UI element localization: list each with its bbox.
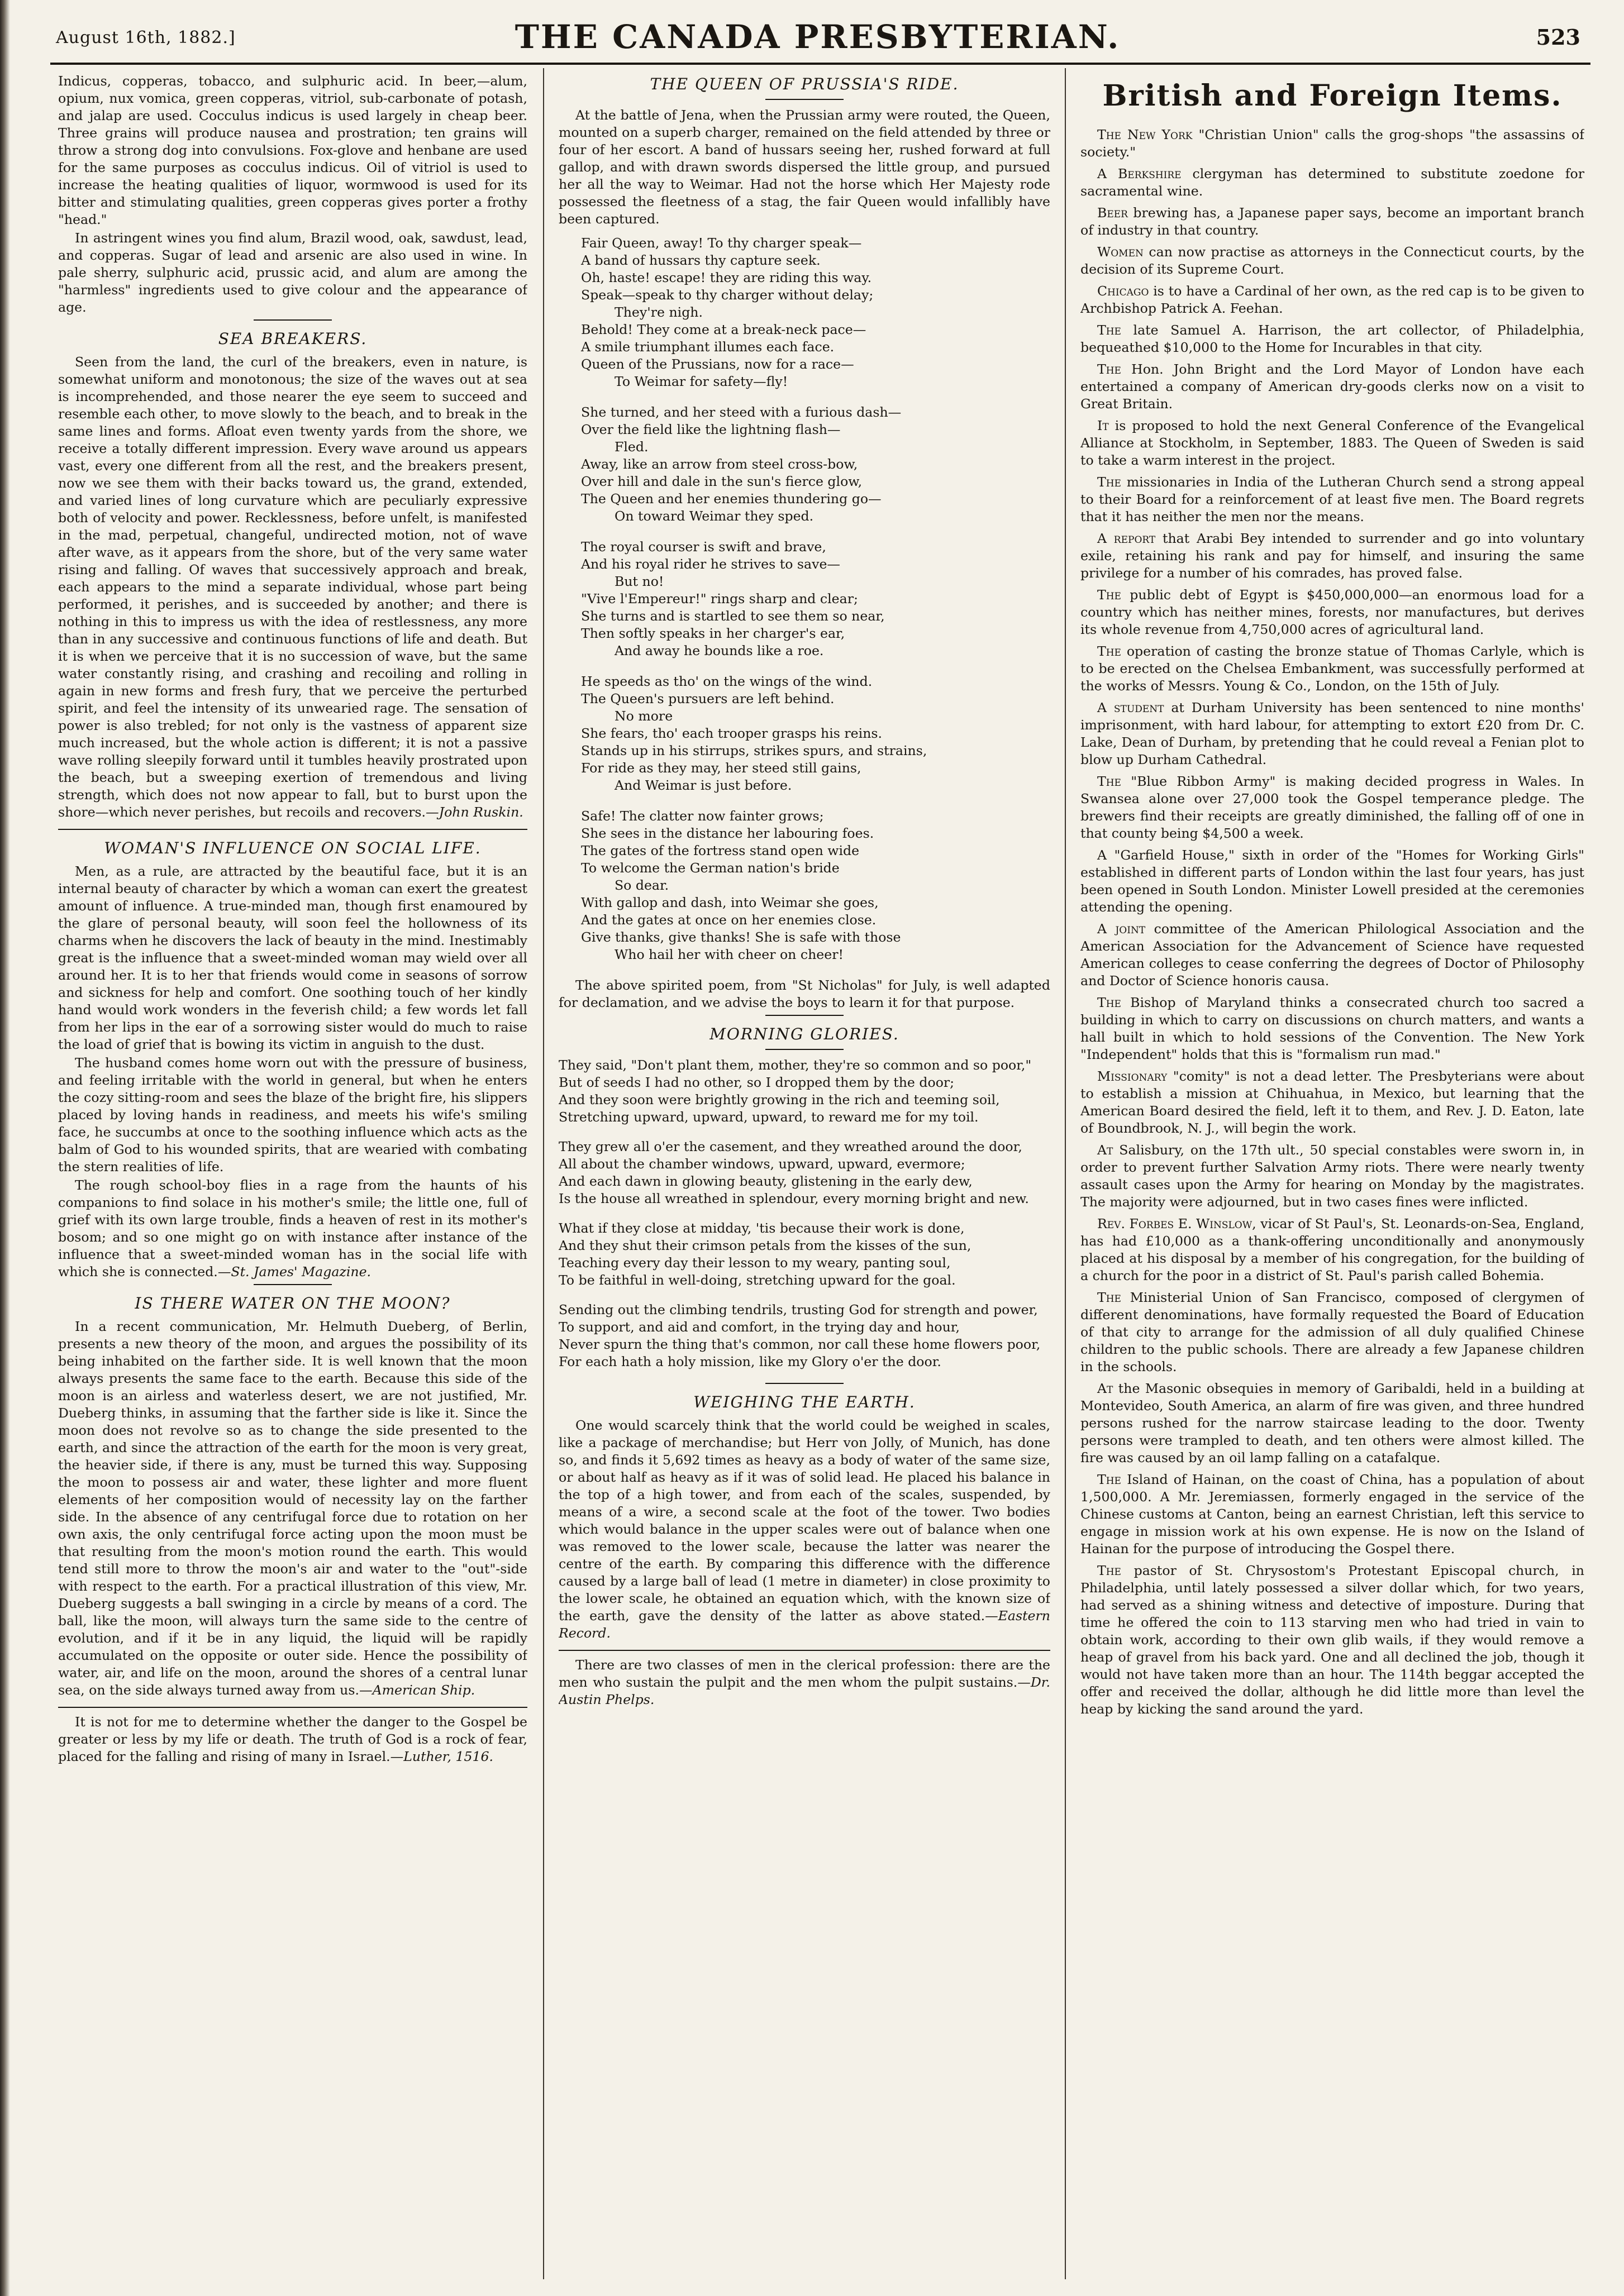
news-item — [1080, 1562, 1584, 1718]
news-item-text: at Durham University has been sentenced to nine months' imprisonment, with hard labour, for attempting to extort £20 from Dr. C. Lake, Dean of Durham, by pretending that he could reveal a Fenian plot to blow up Durham Cathedral. — [1080, 700, 1584, 767]
article-attribution: —Dr. Austin Phelps. — [559, 1674, 1050, 1707]
news-item — [1080, 417, 1584, 469]
news-item — [1080, 773, 1584, 842]
news-item-text: that Arabi Bey intended to surrender and go into voluntary exile, retaining his rank and pay for himself, and insuring the same privilege for a number of his comrades, has proved false. — [1080, 531, 1584, 581]
news-item-text: "Blue Ribbon Army" is making decided progress in Wales. In Swansea alone over 27,000 took the Gospel temperance pledge. The brewers find their receipts are greatly diminished, the falling off of one in that county being $4,500 a week. — [1080, 774, 1584, 841]
article-paragraph: The rough school-boy flies in a rage from the haunts of his companions to find solace in his mother's smile; the little one, full of grief with its own large trouble, finds a heaven of rest in its mother's bosom; and so one might go on with instance after instance of the influence that a sweet-minded woman has in the social life with which she is connected.—St. James' Magazine. — [58, 1177, 527, 1280]
news-item-lead: The — [1097, 995, 1121, 1010]
poem-line: To be faithful in well-doing, stretching upward for the goal. — [559, 1272, 956, 1288]
poem-line: To welcome the German nation's bride — [581, 860, 840, 876]
poem-line: Is the house all wreathed in splendour, every morning bright and new. — [559, 1191, 1029, 1206]
article-paragraph: The husband comes home worn out with the pressure of business, and feeling irritable with the world in general, but when he enters the cozy sitting-room and sees the blaze of the bright fire, his slippers placed by loving hands in readiness, and meets his wife's smiling face, he succumbs at once to the soothing influence which acts as the balm of God to his wounded spirits, that are wearied with combating the stern realities of life. — [58, 1055, 527, 1175]
section-separator — [58, 1707, 527, 1708]
article-title-morning-glories: MORNING GLORIES. — [709, 1025, 899, 1043]
poem-line: So dear. — [615, 877, 669, 893]
poem-line: She sees in the distance her labouring foes. — [581, 825, 874, 841]
news-item — [1080, 361, 1584, 413]
poem-stanza — [559, 1301, 1050, 1371]
news-item — [1080, 847, 1584, 916]
news-item — [1080, 994, 1584, 1063]
poem-stanza — [581, 404, 1050, 525]
poem-line: Over the field like the lightning flash— — [581, 422, 841, 437]
column-left — [58, 73, 527, 2279]
news-item — [1080, 1142, 1584, 1211]
news-item — [1080, 244, 1584, 278]
article-body-weighing-earth: One would scarcely think that the world could be weighed in scales, like a package of merchandise; but Herr von Jolly, of Munich, has done so, and finds it 5,692 times as heavy as a body of water of the same size, or about half as heavy as if it was of solid lead. He placed his balance in the top of a high tower, and from each of the scales, suspended, by means of a wire, a second scale at the foot of the tower. Two bodies which would balance in the upper scales were out of balance when one was removed to the lower scale, because the latter was nearer the centre of the earth. By comparing this difference with the difference caused by a large ball of lead (1 metre in diameter) in close proximity to the lower scale, he obtained an equation which, with the known size of the earth, gave the density of the latter as above stated.—Eastern Record. — [559, 1417, 1050, 1641]
poem-line: Over hill and dale in the sun's fierce glow, — [581, 474, 863, 489]
poem-line: The Queen and her enemies thundering go— — [581, 491, 882, 507]
poem-line: The Queen's pursuers are left behind. — [581, 691, 835, 707]
news-item-lead: Rev. Forbes E. Winslow, — [1097, 1216, 1256, 1231]
news-item-lead: A Berkshire — [1097, 166, 1182, 182]
article-title-weighing-earth: WEIGHING THE EARTH. — [693, 1393, 916, 1411]
poem-line: But of seeds I had no other, so I dropped them by the door; — [559, 1075, 955, 1090]
poem-line: And the gates at once on her enemies close. — [581, 912, 877, 928]
poem-line: Stands up in his stirrups, strikes spurs, and strains, — [581, 743, 927, 758]
news-item-text: vicar of St Paul's, St. Leonards-on-Sea, England, has had £10,000 as a thank-offering unconditionally and anonymously placed at his disposal by a member of his congregation, for the building of a church for the poor in a district of St. Paul's parish called Bohemia. — [1080, 1216, 1584, 1283]
poem-line: And they shut their crimson petals from the kisses of the sun, — [559, 1238, 971, 1253]
news-item-text: can now practise as attorneys in the Connecticut courts, by the decision of its Supreme Court. — [1080, 244, 1584, 277]
news-item — [1080, 1215, 1584, 1285]
poem-line: "Vive l'Empereur!" rings sharp and clear; — [581, 591, 858, 607]
news-item-text: public debt of Egypt is $450,000,000—an enormous load for a country which has neither mines, forests, nor manufactures, but derives its whole revenue from 4,750,000 acres of agricultural land. — [1080, 587, 1584, 637]
poem-line: Behold! They come at a break-neck pace— — [581, 322, 866, 337]
poem-line: And each dawn in glowing beauty, glistening in the early dew, — [559, 1173, 973, 1189]
poem-line: He speeds as tho' on the wings of the wind. — [581, 674, 873, 689]
poem-line: Who hail her with cheer on cheer! — [615, 947, 844, 962]
section-separator — [765, 1015, 844, 1016]
poem-line: Fair Queen, away! To thy charger speak— — [581, 235, 862, 251]
news-item-text: Bishop of Maryland thinks a consecrated church too sacred a building in which to carry on discussions on church matters, and wants a hall built in which to hold sessions of the Convention. The New York "Independent" holds that this is "formalism run mad." — [1080, 995, 1584, 1062]
news-item — [1080, 643, 1584, 695]
column-rule — [1065, 68, 1066, 2279]
news-item — [1080, 283, 1584, 317]
scan-edge — [0, 0, 10, 2296]
news-item — [1080, 586, 1584, 638]
poem-stanza — [581, 673, 1050, 794]
poem-line: For each hath a holy mission, like my Glory o'er the door. — [559, 1354, 941, 1369]
intro-paragraph: Indicus, copperas, tobacco, and sulphuric acid. In beer,—alum, opium, nux vomica, green copperas, vitriol, sub-carbonate of potash, and jalap are used. Cocculus indicus is used largely in cheap beer. Three grains will produce nausea and prostration; ten grains will throw a strong dog into convulsions. Fox-glove and henbane are used for the same purposes as cocculus indicus. Oil of vitriol is used to increase the heating qualities of liquor, wormwood is used for its bitter and stimulating qualities, green copperas gives porter a frothy "head." — [58, 73, 527, 227]
news-item-lead: The — [1097, 361, 1121, 377]
newspaper-title: THE CANADA PRESBYTERIAN. — [515, 18, 1121, 56]
poem-line: And his royal rider he strives to save— — [581, 556, 840, 572]
section-separator — [254, 319, 332, 321]
poem-line: To Weimar for safety—fly! — [615, 374, 788, 389]
news-item-text: pastor of St. Chrysostom's Protestant Episcopal church, in Philadelphia, until lately possessed a silver dollar which, for two years, had served as a shining witness and detective of imposture. During that time he offered the coin to 113 starving men who had tried in vain to obtain work, according to their own glib wails, if they would remove a heap of gravel from his back yard. One and all declined the job, though it would not have taken more than an hour. The 114th beggar accepted the offer and received the dollar, although he did little more than level the heap by kicking the sand around the yard. — [1080, 1563, 1584, 1717]
poem-line: Stretching upward, upward, upward, to reward me for my toil. — [559, 1109, 979, 1125]
news-item-lead: At — [1097, 1381, 1113, 1396]
poem-line: Sending out the climbing tendrils, trusting God for strength and power, — [559, 1302, 1038, 1318]
poem-line: Never spurn the thing that's common, nor call these home flowers poor, — [559, 1336, 1041, 1352]
poem-line: Give thanks, give thanks! She is safe with those — [581, 929, 901, 945]
news-item-text: Ministerial Union of San Francisco, composed of clergymen of different denominations, have formally requested the Board of Education of that city to arrange for the admission of all duly qualified Chinese children to the public schools. There are already a few Japanese children in the schools. — [1080, 1290, 1584, 1374]
poem-line: And Weimar is just before. — [615, 777, 792, 793]
article-intro-queen: At the battle of Jena, when the Prussian army were routed, the Queen, mounted on a superb charger, remained on the field attended by three or four of her escort. A band of hussars seeing her, rushed forward at full gallop, and with drawn swords dispersed the little group, and pursued her all the way to Weimar. Had not the horse which Her Majesty rode possessed the fleetness of a stag, the fair Queen would infallibly have been captured. — [559, 107, 1050, 227]
section-separator — [58, 829, 527, 830]
news-item-text: is to have a Cardinal of her own, as the red cap is to be given to Archbishop Patrick A. Feehan. — [1080, 283, 1584, 316]
news-item — [1080, 474, 1584, 526]
poem-line: The gates of the fortress stand open wide — [581, 843, 860, 858]
news-item-lead: It — [1097, 418, 1109, 433]
article-body-moon: In a recent communication, Mr. Helmuth Dueberg, of Berlin, presents a new theory of the moon, and argues the possibility of its being inhabited on the farther side. It is well known that the moon always presents the same face to the earth. Because this side of the moon is an airless and waterless desert, we are not justified, Mr. Dueberg thinks, in assuming that the farther side is like it. Since the moon does not revolve so as to change the side presented to the earth, and since the attraction of the earth for the moon is very great, the heavier side, if there is any, must be turned this way. Supposing the moon to possess air and water, these lighter and more fluent elements of her composition would of necessity lay on the farther side. In the absence of any centrifugal force due to rotation on her own axis, the only centrifugal force acting upon the moon must be that resulting from the moon's motion round the earth. This would tend still more to throw the moon's air and water to the "out"-side with respect to the earth. For a practical illustration of this view, Mr. Dueberg suggests a ball swinging in a circle by means of a cord. The ball, like the moon, will always turn the same side to the centre of evolution, and if it be in any liquid, the liquid will be rapidly accumulated on the opposite or outer side. Hence the possibility of water, air, and life on the moon, around the shores of a central lunar sea, on the side always turned away from us.—American Ship. — [58, 1319, 527, 1698]
news-item-text: late Samuel A. Harrison, the art collector, of Philadelphia, bequeathed $10,000 to the Home for Incurables in that city. — [1080, 322, 1584, 355]
poem-morning-glories — [559, 1057, 1050, 1371]
news-item — [1080, 322, 1584, 356]
poem-line: Teaching every day their lesson to my weary, panting soul, — [559, 1255, 951, 1271]
column-right — [1080, 73, 1584, 2279]
poem-line: But no! — [615, 574, 664, 589]
poem-line: And they soon were brightly growing in the rich and teeming soil, — [559, 1092, 1000, 1108]
news-item-lead: A student — [1097, 700, 1164, 715]
poem-line: She fears, tho' each trooper grasps his reins. — [581, 725, 882, 741]
news-item-text: "Christian Union" calls the grog-shops "the assassins of society." — [1080, 127, 1584, 160]
news-item-text: clergyman has determined to substitute zoedone for sacramental wine. — [1080, 166, 1584, 199]
news-item-text: the Masonic obsequies in memory of Garibaldi, held in a building at Montevideo, South America, an alarm of fire was given, and three hundred persons rushed for the narrow staircase leading to the door. Twenty persons were trampled to death, and ten others were almost killed. The fire was caused by an oil lamp falling on a catafalque. — [1080, 1381, 1584, 1466]
news-item-text: Hon. John Bright and the Lord Mayor of London have each entertained a company of American dry-goods clerks now on a visit to Great Britain. — [1080, 361, 1584, 412]
news-item-lead: Women — [1097, 244, 1144, 260]
poem-line: No more — [615, 708, 673, 724]
poem-line: Safe! The clatter now fainter grows; — [581, 808, 824, 824]
poem-stanza — [559, 1138, 1050, 1207]
poem-line: She turned, and her steed with a furious dash— — [581, 404, 902, 420]
news-item-lead: A report — [1097, 531, 1156, 546]
news-item — [1080, 165, 1584, 200]
poem-stanza — [559, 1057, 1050, 1126]
poem-line: Away, like an arrow from steel cross-bow, — [581, 456, 858, 472]
poem-line: Fled. — [615, 439, 649, 455]
poem-line: To support, and aid and comfort, in the trying day and hour, — [559, 1319, 960, 1335]
poem-line: Oh, haste! escape! they are riding this way. — [581, 270, 872, 285]
poem-stanza — [581, 808, 1050, 963]
poem-line: A smile triumphant illumes each face. — [581, 339, 835, 355]
poem-line: And away he bounds like a roe. — [615, 643, 824, 658]
news-item — [1080, 1471, 1584, 1558]
poem-line: They said, "Don't plant them, mother, they're so common and so poor," — [559, 1057, 1032, 1073]
news-item — [1080, 1289, 1584, 1376]
section-separator — [765, 99, 844, 100]
news-item-lead: The — [1097, 643, 1121, 659]
section-separator — [765, 1383, 844, 1384]
poem-queen-of-prussia — [581, 235, 1050, 963]
poem-stanza — [581, 538, 1050, 660]
news-item-lead: Beer — [1097, 205, 1128, 221]
header-rule — [50, 63, 1590, 65]
article-title-womans-influence: WOMAN'S INFLUENCE ON SOCIAL LIFE. — [104, 839, 482, 857]
news-item-lead: Missionary — [1097, 1068, 1168, 1084]
article-title-queen-of-prussia: THE QUEEN OF PRUSSIA'S RIDE. — [650, 75, 959, 93]
poem-stanza — [559, 1220, 1050, 1289]
page-header — [50, 10, 1585, 60]
news-item — [1080, 126, 1584, 161]
news-item-lead: A — [1097, 847, 1107, 863]
article-attribution: —Eastern Record. — [559, 1608, 1050, 1641]
poem-line: A band of hussars thy capture seek. — [581, 252, 821, 268]
column-middle — [559, 73, 1050, 2279]
news-item-lead: The — [1097, 587, 1121, 603]
news-item-text: brewing has, a Japanese paper says, become an important branch of industry in that country. — [1080, 205, 1584, 238]
page-number: 523 — [1536, 25, 1580, 50]
poem-line: What if they close at midday, 'tis because their work is done, — [559, 1220, 965, 1236]
news-item — [1080, 530, 1584, 582]
issue-date: August 16th, 1882.] — [56, 28, 236, 47]
news-item-text: Salisbury, on the 17th ult., 50 special constables were sworn in, in order to prevent further Salvation Army riots. There were nearly twenty assault cases upon the Army for hearing on Monday by the magistrates. The majority were adjourned, but in two cases fines were inflicted. — [1080, 1142, 1584, 1210]
news-item-lead: At — [1097, 1142, 1113, 1158]
poem-line: They grew all o'er the casement, and they wreathed around the door, — [559, 1139, 1022, 1154]
article-title-sea-breakers: SEA BREAKERS. — [218, 330, 368, 348]
section-separator — [559, 1650, 1050, 1651]
column-rule — [543, 68, 544, 2279]
news-item — [1080, 1380, 1584, 1467]
section-separator — [765, 1049, 844, 1050]
phelps-quote: There are two classes of men in the clerical profession: there are the men who sustain the pulpit and the men whom the pulpit sustains.—Dr. Austin Phelps. — [559, 1657, 1050, 1707]
article-body-sea-breakers: Seen from the land, the curl of the breakers, even in nature, is somewhat uniform and monotonous; the size of the waves out at sea is incomprehended, and those nearer the eye seem to succeed and resemble each other, to move slowly to the beach, and to break in the same lines and forms. Afloat even twenty yards from the shore, we receive a totally different impression. Every wave around us appears vast, every one different from all the rest, and the breakers present, now we see them with their backs toward us, the grand, extended, and varied lines of long curvature which are peculiarly expressive both of velocity and power. Recklessness, before unfelt, is manifested in the mad, perpetual, changeful, undirected motion, not of wave after wave, as it appears from the shore, but of the very same water rising and falling. Of waves that successively approach and break, each appears to the mind a separate individual, whose part being performed, it perishes, and is succeeded by another; and there is nothing in this to impress us with the idea of restlessness, any more than in any successive and continuous functions of life and death. But it is when we perceive that it is no succession of wave, but the same water constantly rising, and crashing and recoiling and rolling in again in new forms and fresh fury, that we perceive the perturbed spirit, and feel the intensity of its unwearied rage. The sensation of power is also trebled; for not only is the vastness of apparent size much increased, but the whole action is different; it is not a passive wave rolling sleepily forward until it tumbles heavily prostrated upon the beach, but a sweeping exertion of tremendous and living strength, which does not now appear to fall, but to burst upon the shore—which never perishes, but recoils and recovers.—John Ruskin. — [58, 354, 527, 820]
news-item — [1080, 204, 1584, 239]
poem-line: With gallop and dash, into Weimar she goes, — [581, 895, 879, 910]
poem-line: Speak—speak to thy charger without delay; — [581, 287, 874, 303]
news-item-lead: The — [1097, 1563, 1121, 1578]
news-item-lead: The — [1097, 1472, 1121, 1487]
poem-line: They're nigh. — [615, 304, 703, 320]
article-attribution: —Luther, 1516. — [390, 1749, 493, 1764]
news-item-lead: Chicago — [1097, 283, 1149, 299]
poem-line: On toward Weimar they sped. — [615, 508, 814, 524]
poem-line: She turns and is startled to see them so near, — [581, 608, 885, 624]
poem-line: Queen of the Prussians, now for a race— — [581, 356, 854, 372]
news-item — [1080, 699, 1584, 768]
news-item-lead: The — [1097, 774, 1121, 789]
news-item-text: committee of the American Philological Association and the American Association for the Advancement of Science have requested American colleges to cease conferring the degrees of Doctor of Philosophy and Doctor of Science honoris causa. — [1080, 921, 1584, 989]
news-item-lead: The — [1097, 1290, 1121, 1305]
intro-paragraph: In astringent wines you find alum, Brazil wood, oak, sawdust, lead, and copperas. Sugar of lead and arsenic are also used in wine. In pale sherry, sulphuric acid, prussic acid, and alum are among the "harmless" ingredients used to give colour and the appearance of age. — [58, 230, 527, 315]
british-foreign-items-heading: British and Foreign Items. — [1102, 79, 1563, 113]
article-attribution: —St. James' Magazine. — [217, 1264, 372, 1280]
poem-line: Then softly speaks in her charger's ear, — [581, 626, 845, 641]
poem-line: For ride as they may, her steed still gains, — [581, 760, 861, 776]
luther-quote: It is not for me to determine whether the danger to the Gospel be greater or less by my life or death. The truth of God is a rock of fear, placed for the falling and rising of many in Israel.—Luther, 1516. — [58, 1714, 527, 1764]
article-paragraph: Men, as a rule, are attracted by the beautiful face, but it is an internal beauty of character by which a woman can exert the greatest amount of influence. A true-minded man, though first enamoured by the glare of personal beauty, will soon feel the hollowness of its charms when he discovers the lack of beauty in the mind. Inestimably great is the influence that a sweet-minded woman may wield over all around her. It is to her that friends would come in seasons of sorrow and sickness for help and comfort. One soothing touch of her kindly hand would work wonders in the feverish child; a few words let fall from her lips in the ear of a sorrowing sister would do much to raise the load of grief that is bowing its victim in anguish to the dust. — [58, 863, 527, 1052]
editor-note: The above spirited poem, from "St Nicholas" for July, is well adapted for declamation, and we advise the boys to learn it for that purpose. — [559, 977, 1050, 1010]
poem-line: The royal courser is swift and brave, — [581, 539, 826, 555]
news-item-text: is proposed to hold the next General Conference of the Evangelical Alliance at Stockholm, in September, 1883. The Queen of Sweden is said to take a warm interest in the project. — [1080, 418, 1584, 468]
news-item-text: Island of Hainan, on the coast of China, has a population of about 1,500,000. A Mr. Jeremiassen, formerly engaged in the service of the Chinese customs at Canton, being an earnest Christian, left this service to engage in mission work at his own expense. He is now on the Island of Hainan for the purpose of introducing the Gospel there. — [1080, 1472, 1584, 1557]
news-item-lead: The — [1097, 322, 1121, 338]
news-item-text: "Garfield House," sixth in order of the "Homes for Working Girls" established in different parts of London within the last four years, has just been opened in South London. Minister Lowell presided at the ceremonies attending the opening. — [1080, 847, 1584, 915]
news-item-lead: The — [1097, 474, 1121, 490]
news-item-lead: A joint — [1097, 921, 1146, 937]
news-item-text: missionaries in India of the Lutheran Church send a strong appeal to their Board for a reinforcement of at least five men. The Board regrets that it has neither the men nor the means. — [1080, 474, 1584, 524]
article-attribution: —American Ship. — [359, 1682, 475, 1698]
article-attribution: —John Ruskin. — [426, 804, 523, 820]
news-item — [1080, 920, 1584, 990]
article-title-water-on-moon: IS THERE WATER ON THE MOON? — [135, 1294, 451, 1312]
poem-stanza — [581, 235, 1050, 390]
news-item-lead: The New York — [1097, 127, 1193, 142]
news-items-list — [1080, 126, 1584, 1718]
news-item — [1080, 1068, 1584, 1137]
section-separator — [254, 1284, 332, 1285]
news-item-text: "comity" is not a dead letter. The Presbyterians were about to establish a mission at Chihuahua, in Mexico, but learning that the American Board desired the field, left it to them, and Rev. J. D. Eaton, late of Boundbrook, N. J., will begin the work. — [1080, 1068, 1584, 1136]
poem-line: All about the chamber windows, upward, upward, evermore; — [559, 1156, 965, 1172]
news-item-text: operation of casting the bronze statue of Thomas Carlyle, which is to be erected on the Chelsea Embankment, was successfully performed at the works of Messrs. Young & Co., London, on the 15th of July. — [1080, 643, 1584, 694]
